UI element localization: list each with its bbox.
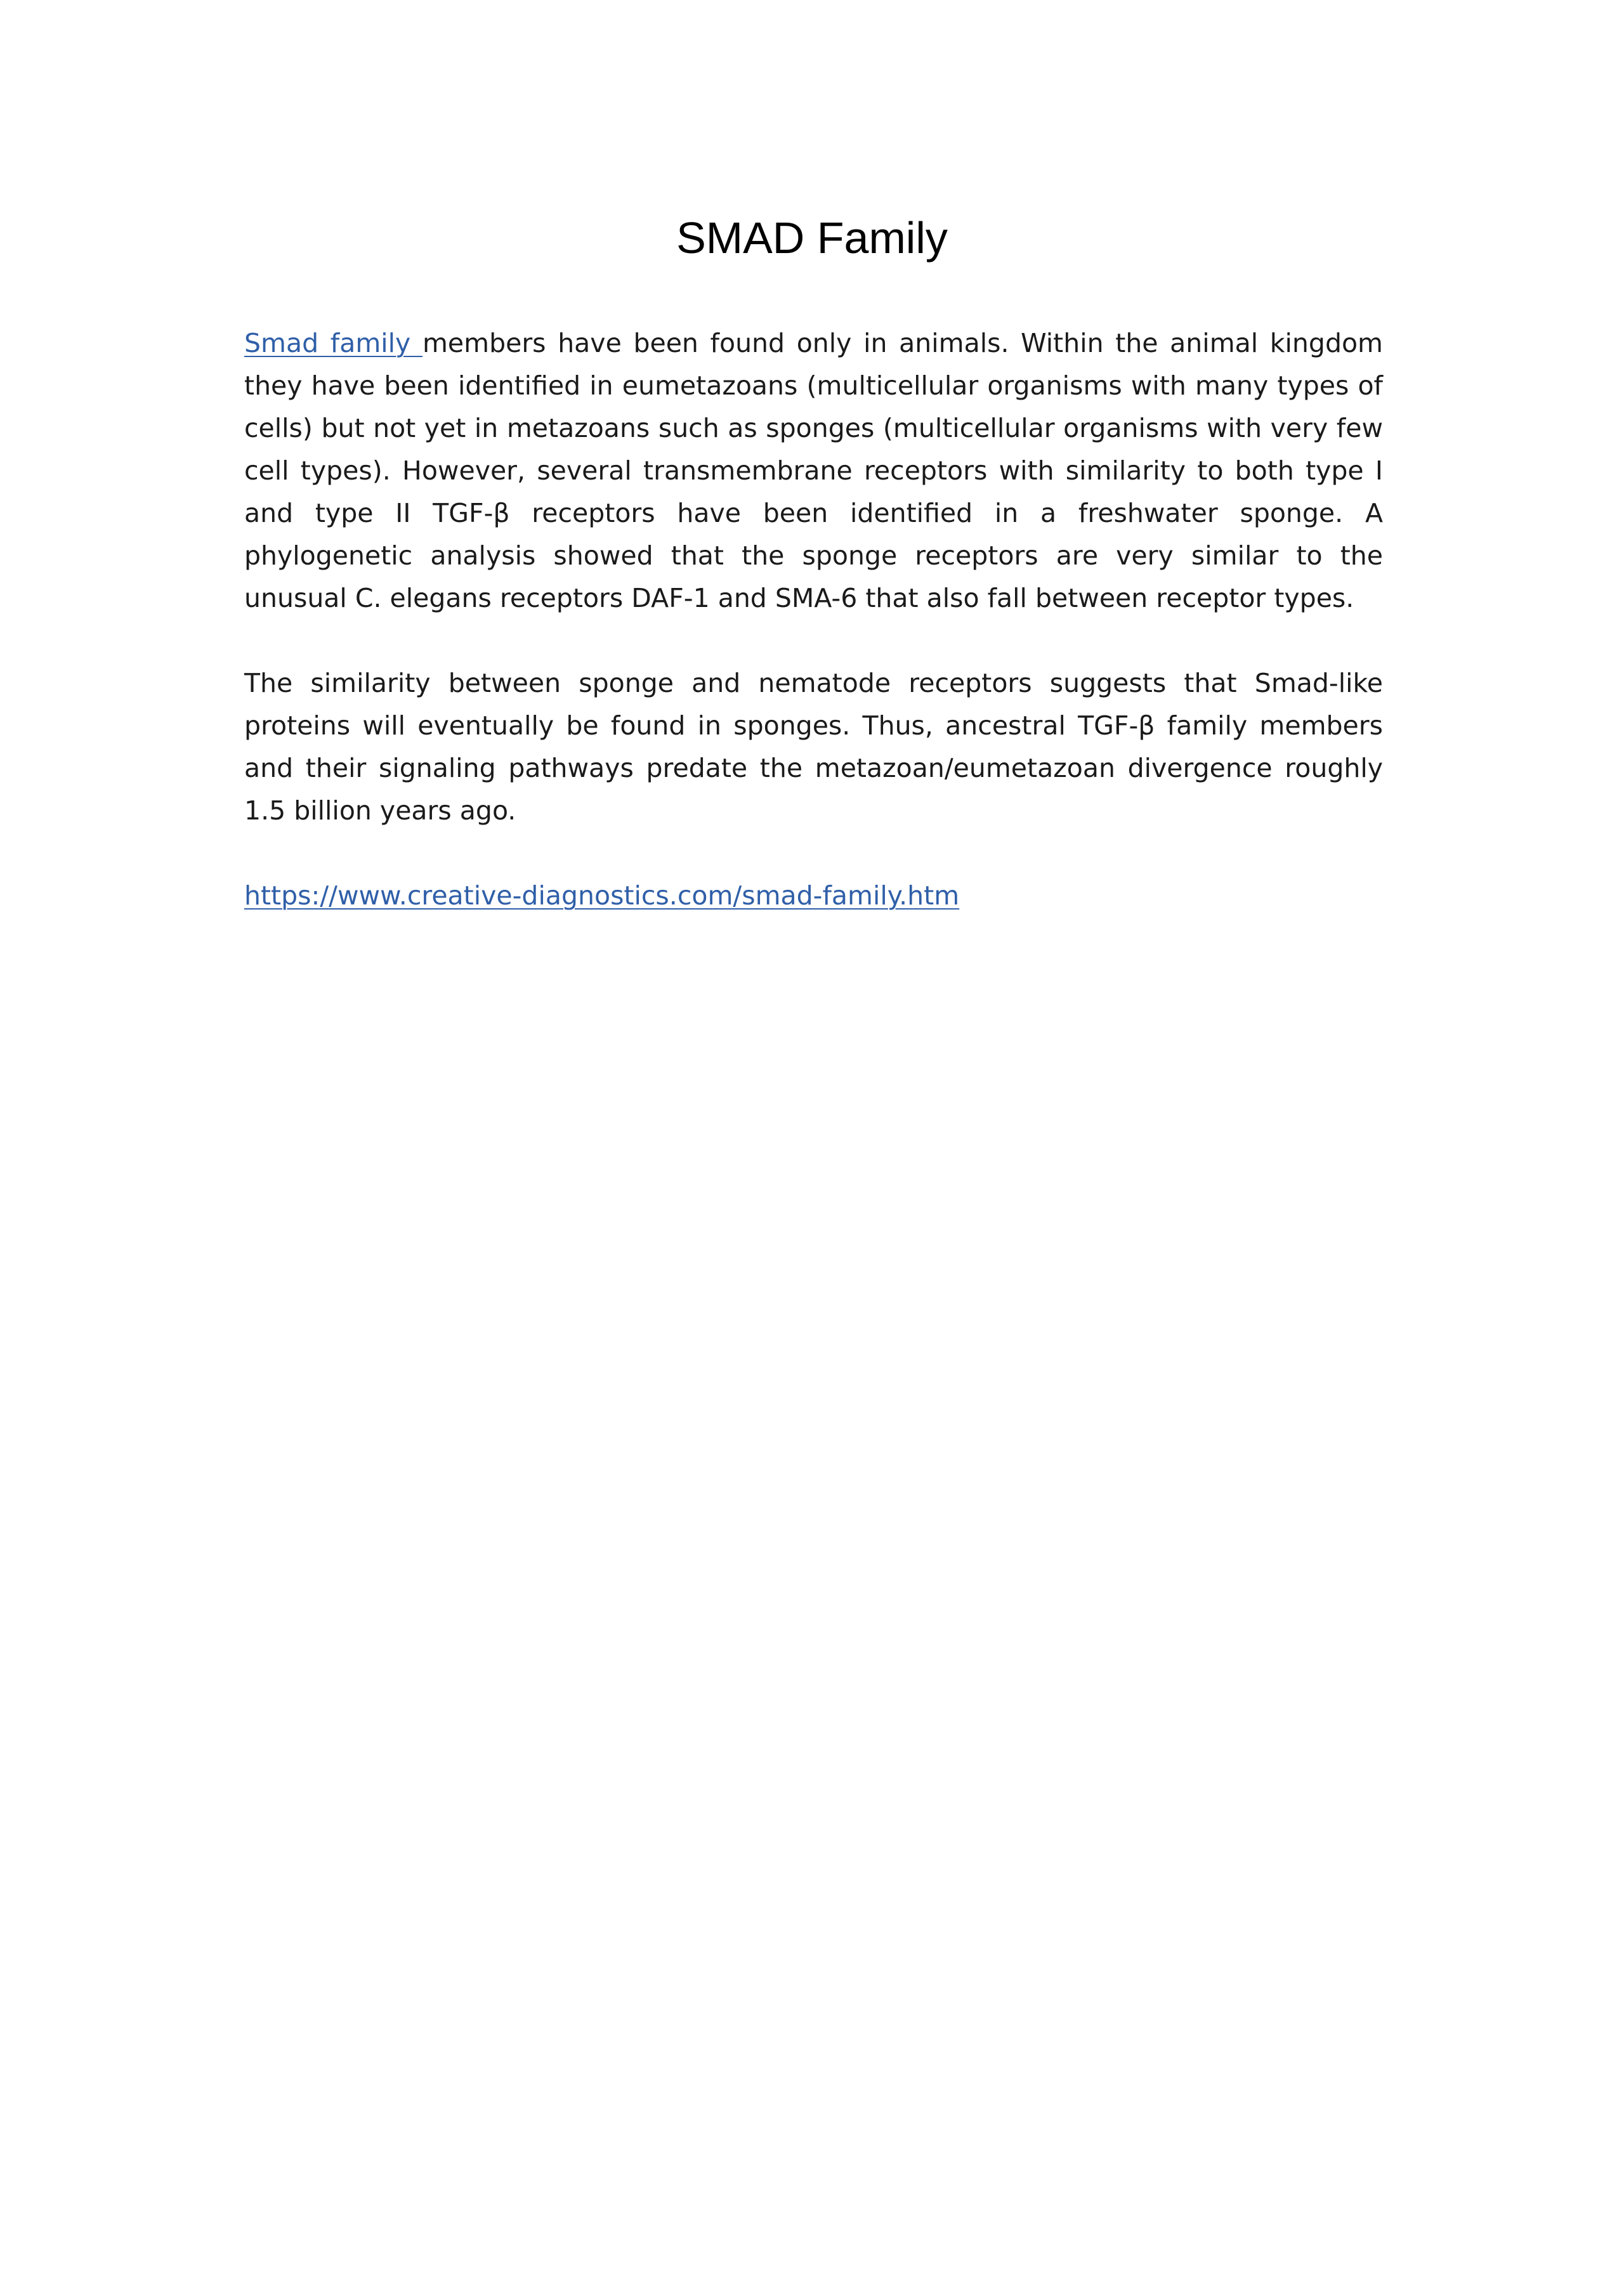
paragraph-intro-text: members have been found only in animals. Within the animal kingdom they have been identified in eumetazoans (multicellular organisms with many types of cells) but not yet in metazoans such as sponges (multicellular organisms with very few cell types). However, several transmembrane receptors with similarity to both type I and type II TGF-β receptors have been identified in a freshwater sponge. A phylogenetic analysis showed that the sponge receptors are very similar to the unusual C. elegans receptors DAF-1 and SMA-6 that also fall between receptor types. [244,328,1383,613]
source-paragraph [244,875,1383,917]
document-body [244,322,1383,960]
source-url-link[interactable]: https://www.creative-diagnostics.com/smad-family.htm [244,880,960,911]
paragraph-similarity-text: The similarity between sponge and nematode receptors suggests that Smad-like proteins will eventually be found in sponges. Thus, ancestral TGF-β family members and their signaling pathways predate the metazoan/eumetazoan divergence roughly 1.5 billion years ago. [244,668,1383,826]
paragraph-intro [244,322,1383,620]
paragraph-similarity [244,662,1383,832]
page-title: SMAD Family [676,213,948,263]
smad-family-link[interactable]: Smad family [244,328,422,358]
